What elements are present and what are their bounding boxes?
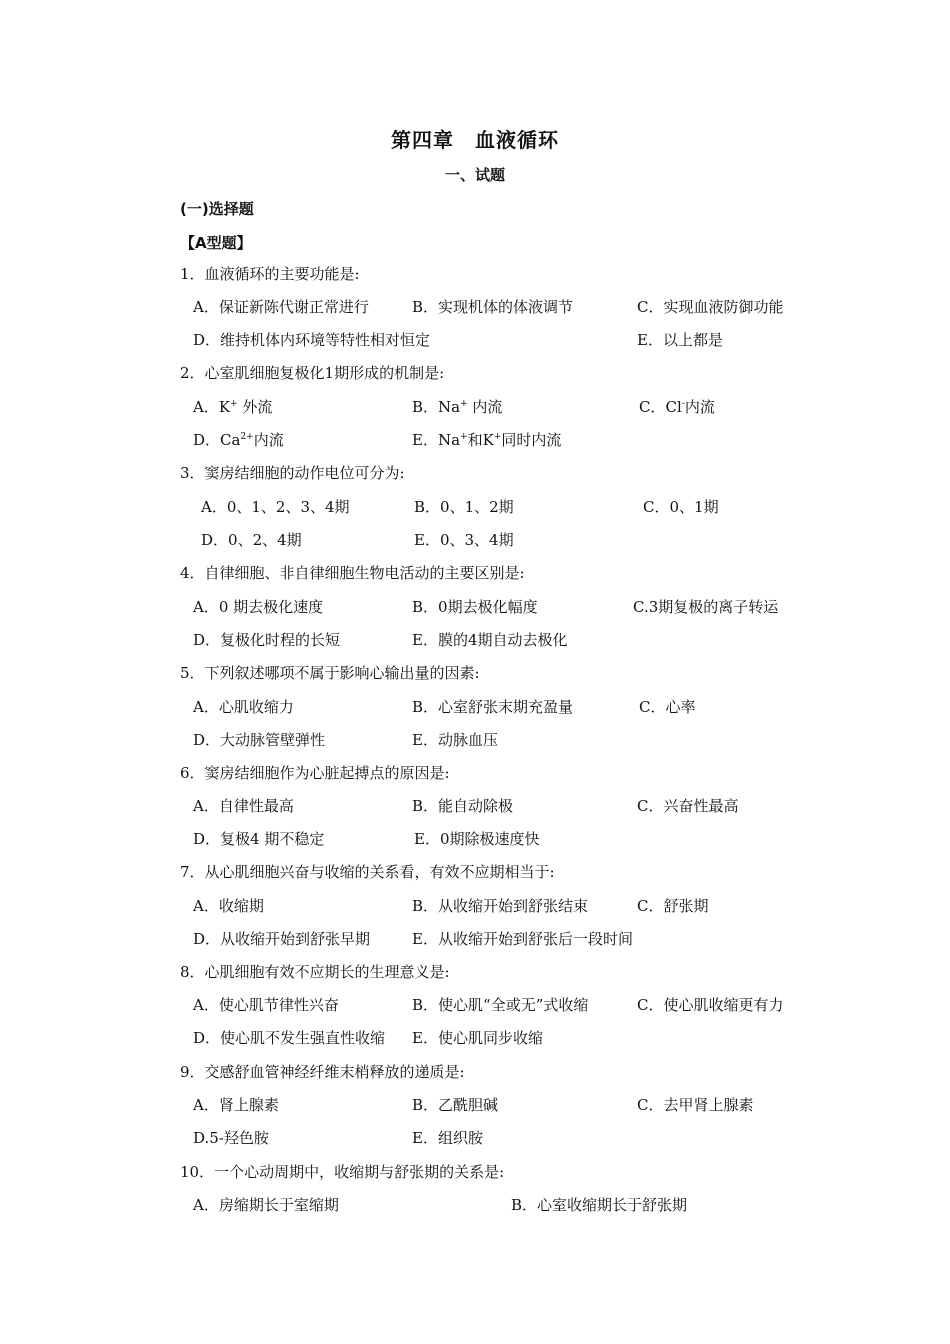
question-stem: 8．心肌细胞有效不应期长的生理意义是:	[180, 963, 450, 981]
option-b: B．心室舒张末期充盈量	[412, 698, 574, 716]
option-b: B．Na+ 内流	[412, 398, 503, 416]
option-b: B．实现机体的体液调节	[412, 298, 574, 316]
option-a: A．房缩期长于室缩期	[193, 1196, 339, 1214]
question-stem: 9．交感舒血管神经纤维末梢释放的递质是:	[180, 1063, 465, 1081]
option-d: D．从收缩开始到舒张早期	[193, 930, 371, 948]
option-d: D．$Ca^{2+}$内流	[193, 431, 284, 449]
option-d: D．0、2、4期	[201, 531, 302, 549]
option-d: D．复极化时程的长短	[193, 631, 341, 649]
question-stem: 10．一个心动周期中，收缩期与舒张期的关系是:	[180, 1163, 505, 1181]
option-e: E．以上都是	[637, 331, 723, 349]
option-a: A．自律性最高	[193, 797, 294, 815]
option-b: B．能自动除极	[412, 797, 514, 815]
option-b: B．0期去极化幅度	[412, 598, 538, 616]
type-heading: 【A型题】	[180, 234, 252, 252]
question-stem: 6．窦房结细胞作为心脏起搏点的原因是:	[180, 764, 450, 782]
option-a: A．心肌收缩力	[193, 698, 294, 716]
option-c: C．心率	[639, 698, 696, 716]
option-b: B．从收缩开始到舒张结束	[412, 897, 589, 915]
part-title: 一、试题	[444, 166, 505, 184]
option-c: C．使心肌收缩更有力	[637, 996, 784, 1014]
option-a: A．0、1、2、3、4期	[201, 498, 350, 516]
question-stem: 7．从心肌细胞兴奋与收缩的关系看，有效不应期相当于:	[180, 863, 555, 881]
option-b: B．乙酰胆碱	[412, 1096, 499, 1114]
option-d: D．维持机体内环境等特性相对恒定	[193, 331, 431, 349]
option-d: D．使心肌不发生强直性收缩	[193, 1029, 386, 1047]
option-e: E．从收缩开始到舒张后一段时间	[412, 930, 633, 948]
option-e: E．0、3、4期	[414, 531, 514, 549]
question-stem: 5．下列叙述哪项不属于影响心输出量的因素:	[180, 664, 480, 682]
option-e: E．膜的4期自动去极化	[412, 631, 568, 649]
option-a: A．保证新陈代谢正常进行	[193, 298, 369, 316]
option-e: E．动脉血压	[412, 731, 498, 749]
option-a: A．K+ 外流	[193, 398, 273, 416]
option-e: E．0期除极速度快	[414, 830, 540, 848]
option-c: C．0、1期	[643, 498, 719, 516]
section-title: (一)选择题	[180, 200, 254, 218]
question-stem: 1．血液循环的主要功能是:	[180, 265, 360, 283]
option-c: C．Cl-内流	[639, 398, 715, 416]
option-b: B．使心肌“全或无”式收缩	[412, 996, 589, 1014]
option-d: D.5-羟色胺	[193, 1129, 269, 1147]
option-b: B．0、1、2期	[414, 498, 514, 516]
option-a: A．肾上腺素	[193, 1096, 279, 1114]
question-stem: 3．窦房结细胞的动作电位可分为:	[180, 464, 405, 482]
option-d: D．大动脉管壁弹性	[193, 731, 326, 749]
option-c: C．实现血液防御功能	[637, 298, 784, 316]
option-e: E．组织胺	[412, 1129, 483, 1147]
question-stem: 4．自律细胞、非自律细胞生物电活动的主要区别是:	[180, 564, 525, 582]
question-stem: 2．心室肌细胞复极化1期形成的机制是:	[180, 364, 445, 382]
option-b: B．心室收缩期长于舒张期	[511, 1196, 688, 1214]
option-e: E．使心肌同步收缩	[412, 1029, 543, 1047]
option-c: C．兴奋性最高	[637, 797, 739, 815]
option-a: A．0 期去极化速度	[193, 598, 324, 616]
option-d: D．复极4 期不稳定	[193, 830, 325, 848]
option-a: A．使心肌节律性兴奋	[193, 996, 339, 1014]
option-c: C．舒张期	[637, 897, 709, 915]
option-e: E．Na+和K+同时内流	[412, 431, 562, 449]
option-c: C.3期复极的离子转运	[633, 598, 779, 616]
option-a: A．收缩期	[193, 897, 264, 915]
chapter-title: 第四章 血液循环	[391, 128, 559, 152]
option-c: C．去甲肾上腺素	[637, 1096, 754, 1114]
